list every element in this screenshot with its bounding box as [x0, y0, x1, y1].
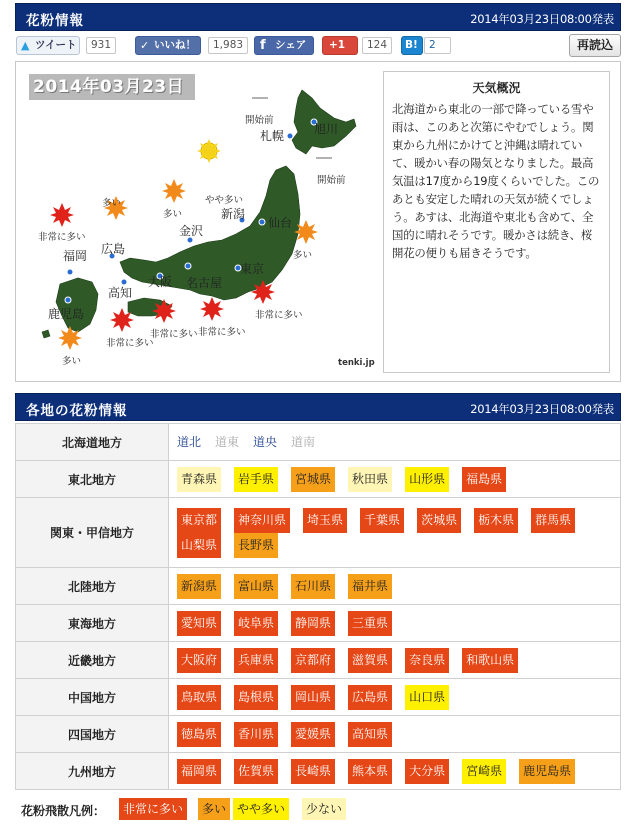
map-date: 2014年03月23日 [29, 74, 195, 100]
prefecture-link[interactable]: 群馬県 [531, 508, 575, 533]
announce-date: 2014年03月23日08:00発表 [470, 12, 614, 26]
prefecture-link[interactable]: 茨城県 [417, 508, 461, 533]
prefecture-link[interactable]: 岩手県 [234, 467, 278, 492]
prefecture-link[interactable]: 新潟県 [177, 574, 221, 599]
prefecture-link[interactable]: 島根県 [234, 685, 278, 710]
gplus-icon: +1 [329, 39, 346, 51]
like-button[interactable]: ✓ いいね！ [135, 36, 201, 55]
prefecture-link[interactable]: 福岡県 [177, 759, 221, 784]
region-name: 中国地方 [16, 679, 169, 716]
regional-header-bar [15, 393, 621, 421]
prefecture-link[interactable]: 高知県 [348, 722, 392, 747]
prefecture-link[interactable]: 福島県 [462, 467, 506, 492]
prefecture-link[interactable]: 三重県 [348, 611, 392, 636]
prefecture-link[interactable]: 山形県 [405, 467, 449, 492]
prefecture-link[interactable]: 宮崎県 [462, 759, 506, 784]
hatena-bookmark-button[interactable] [401, 36, 423, 55]
facebook-share-button[interactable]: f シェア [254, 36, 314, 55]
check-icon: ✓ [140, 39, 150, 52]
prefecture-link[interactable]: 道南 [291, 434, 316, 449]
prefecture-link[interactable]: 岐阜県 [234, 611, 278, 636]
page-title: 花粉情報 [26, 13, 84, 29]
region-name: 近畿地方 [16, 642, 169, 679]
twitter-bird-icon: ▲ [21, 39, 30, 52]
prefecture-link[interactable]: 静岡県 [291, 611, 335, 636]
region-name: 北陸地方 [16, 568, 169, 605]
city-label: 札幌 [260, 129, 285, 143]
prefecture-link[interactable]: 香川県 [234, 722, 278, 747]
level-label: 非常に多い [150, 329, 198, 340]
region-row [16, 498, 621, 568]
regional-pollen-table [15, 423, 621, 790]
gplus-button[interactable] [322, 36, 358, 55]
region-prefectures [169, 716, 621, 753]
tweet-count: 931 [86, 37, 116, 54]
region-name: 九州地方 [16, 753, 169, 790]
level-label: やや多い [205, 195, 244, 206]
prefecture-link[interactable]: 奈良県 [405, 648, 449, 673]
prefecture-link[interactable]: 滋賀県 [348, 648, 392, 673]
prefecture-link[interactable]: 秋田県 [348, 467, 392, 492]
region-name: 東海地方 [16, 605, 169, 642]
city-label: 仙台 [268, 216, 293, 230]
japan-land [42, 90, 356, 338]
prefecture-link[interactable]: 京都府 [291, 648, 335, 673]
city-label: 福岡 [63, 249, 88, 263]
prefecture-link[interactable]: 岡山県 [291, 685, 335, 710]
prefecture-link[interactable]: 道北 [177, 434, 202, 449]
prefecture-link[interactable]: 山梨県 [177, 533, 221, 558]
city-label: 旭川 [314, 122, 339, 136]
prefecture-link[interactable]: 長崎県 [291, 759, 335, 784]
prefecture-link[interactable]: 広島県 [348, 685, 392, 710]
prefecture-link[interactable]: 兵庫県 [234, 648, 278, 673]
prefecture-link[interactable]: 愛知県 [177, 611, 221, 636]
reload-button[interactable]: 再読込 [569, 34, 621, 57]
like-count: 1,983 [208, 37, 248, 54]
regional-date: 2014年03月23日08:00発表 [470, 402, 614, 416]
legend-label: 花粉飛散凡例： [21, 804, 106, 818]
city-label: 名古屋 [186, 276, 223, 290]
prefecture-link[interactable]: 和歌山県 [462, 648, 518, 673]
prefecture-link[interactable]: 福井県 [348, 574, 392, 599]
prefecture-link[interactable]: 道央 [253, 434, 278, 449]
city-label: 大阪 [148, 275, 173, 289]
prefecture-link[interactable]: 徳島県 [177, 722, 221, 747]
level-label: 非常に多い [255, 310, 303, 321]
prefecture-link[interactable]: 栃木県 [474, 508, 518, 533]
region-row [16, 753, 621, 790]
region-prefectures [169, 461, 621, 498]
city-label: 高知 [108, 286, 133, 300]
level-label: 多い [293, 250, 313, 261]
region-row [16, 679, 621, 716]
pollen-map-panel [15, 61, 621, 382]
region-prefectures [169, 568, 621, 605]
prefecture-link[interactable]: 山口県 [405, 685, 449, 710]
prefecture-link[interactable]: 佐賀県 [234, 759, 278, 784]
region-prefectures [169, 605, 621, 642]
region-row [16, 424, 621, 461]
region-name: 東北地方 [16, 461, 169, 498]
prefecture-link[interactable]: 宮城県 [291, 467, 335, 492]
region-row [16, 642, 621, 679]
prefecture-link[interactable]: 熊本県 [348, 759, 392, 784]
legend-slightly-high: やや多い [233, 798, 289, 820]
region-name: 四国地方 [16, 716, 169, 753]
level-label: 多い [62, 356, 82, 367]
prefecture-link[interactable]: 千葉県 [360, 508, 404, 533]
region-prefectures [169, 642, 621, 679]
prefecture-link[interactable]: 富山県 [234, 574, 278, 599]
prefecture-link[interactable]: 長野県 [234, 533, 278, 558]
prefecture-link[interactable]: 大分県 [405, 759, 449, 784]
region-prefectures [169, 679, 621, 716]
region-name: 関東・甲信地方 [16, 498, 169, 568]
prefecture-link[interactable]: 石川県 [291, 574, 335, 599]
tenki-logo: tenki.jp [338, 358, 375, 368]
region-row [16, 716, 621, 753]
pollen-header-bar [15, 3, 621, 31]
city-label: 広島 [101, 242, 126, 256]
prefecture-link[interactable]: 道東 [215, 434, 240, 449]
region-row [16, 568, 621, 605]
level-label: 開始前 [317, 175, 346, 186]
tweet-button[interactable]: ▲ ツイート [16, 36, 80, 55]
legend-high: 多い [198, 798, 230, 820]
region-row [16, 605, 621, 642]
weather-summary [383, 71, 610, 373]
prefecture-link[interactable]: 愛媛県 [291, 722, 335, 747]
level-label: 多い [163, 209, 183, 220]
level-label: 開始前 [245, 115, 274, 126]
level-label: 多い [102, 198, 122, 209]
gplus-count: 124 [362, 37, 392, 54]
legend-low: 少ない [302, 798, 346, 820]
weather-summary-title: 天気概況 [472, 81, 521, 95]
level-label: 非常に多い [106, 338, 154, 349]
city-label: 鹿児島 [48, 307, 85, 321]
okinawa-shape [42, 330, 50, 338]
region-prefectures [169, 424, 621, 461]
regional-title: 各地の花粉情報 [26, 403, 128, 419]
region-name: 北海道地方 [16, 424, 169, 461]
hatena-icon: B! [405, 39, 418, 51]
prefecture-link[interactable]: 鹿児島県 [519, 759, 575, 784]
prefecture-link[interactable]: 東京都 [177, 508, 221, 533]
weather-summary-text: 北海道から東北の一部で降っている雪や雨は、このあと次第にやむでしょう。関東から九州にかけてと沖縄は晴れていて、暖かい春の陽気となりました。最高気温は17度から19度くらいでした。このあとも安定した晴れの天気が続くでしょう。あすは、北海道や東北も含めて、全国的に晴れそうです。暖かさは続き、桜開花の便りも届きそうです。 [392, 102, 600, 260]
prefecture-link[interactable]: 埼玉県 [303, 508, 347, 533]
level-label: 非常に多い [38, 232, 86, 243]
prefecture-link[interactable]: 鳥取県 [177, 685, 221, 710]
region-row [16, 461, 621, 498]
region-prefectures [169, 498, 621, 568]
legend-very-high: 非常に多い [119, 798, 187, 820]
level-label: 非常に多い [198, 327, 246, 338]
prefecture-link[interactable]: 神奈川県 [234, 508, 290, 533]
city-label: 金沢 [179, 224, 204, 238]
region-prefectures [169, 753, 621, 790]
hatena-count: 2 [424, 37, 451, 54]
prefecture-link[interactable]: 青森県 [177, 467, 221, 492]
city-label: 東京 [240, 262, 265, 276]
city-label: 新潟 [221, 207, 246, 221]
prefecture-link[interactable]: 大阪府 [177, 648, 221, 673]
social-share-bar [15, 34, 621, 58]
facebook-icon: f [260, 38, 266, 53]
